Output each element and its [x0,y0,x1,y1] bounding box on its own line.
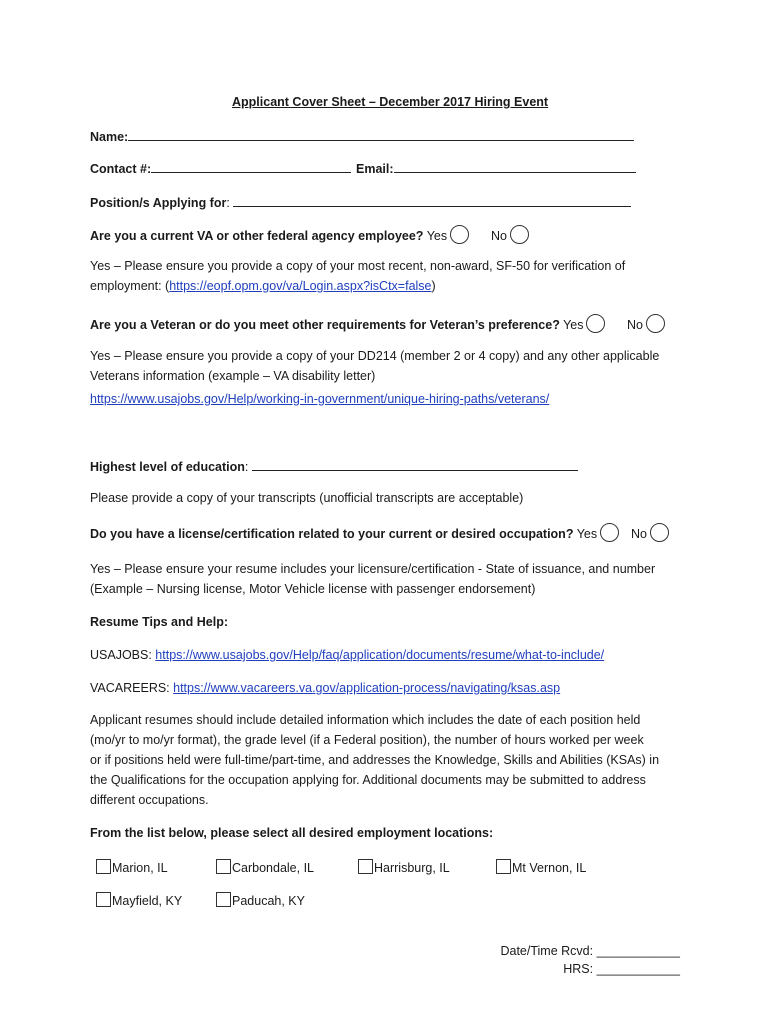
resume-para-line1: Applicant resumes should include detailed information which includes the date of each position held [90,713,641,727]
q1-note-suffix: ) [431,279,436,293]
q1-no-label: No [491,229,507,243]
q1-note-line2 [90,279,436,293]
mayfield-label: Mayfield, KY [112,894,183,908]
location-mt-vernon [496,859,586,875]
location-paducah [216,892,305,908]
date-received-blank[interactable]: ____________ [596,944,680,958]
q3-yes-radio[interactable] [600,523,619,542]
resume-para-line4: the Qualifications for the occupation applying for. Additional documents may be submitted to address [90,773,646,787]
mayfield-checkbox[interactable] [96,892,111,907]
q1-note-line1: Yes – Please ensure you provide a copy of your most recent, non-award, SF-50 for verification of [90,259,626,273]
resume-heading: Resume Tips and Help: [90,615,228,629]
q2-no-option [627,314,665,333]
eopf-link[interactable]: https://eopf.opm.gov/va/Login.aspx?isCtx=false [169,279,432,293]
position-label: Position/s Applying for [90,196,227,210]
harrisburg-checkbox[interactable] [358,859,373,874]
q2-note-line2: Veterans information (example – VA disability letter) [90,369,376,383]
q3-row [90,523,619,542]
position-field[interactable] [233,194,631,207]
mt-vernon-checkbox[interactable] [496,859,511,874]
q3-no-label: No [631,527,647,541]
location-carbondale [216,859,314,875]
locations-heading: From the list below, please select all desired employment locations: [90,826,494,840]
position-row [90,194,631,210]
usajobs-row [90,648,604,662]
contact-row [90,160,351,176]
hrs-label: HRS: [563,962,597,976]
paducah-label: Paducah, KY [232,894,305,908]
email-field[interactable] [394,160,636,173]
position-colon: : [226,196,230,210]
q1-yes-radio[interactable] [450,225,469,244]
harrisburg-label: Harrisburg, IL [374,861,450,875]
paducah-checkbox[interactable] [216,892,231,907]
name-row [90,128,634,144]
date-received-row [500,944,680,958]
vacareers-row [90,681,560,695]
q3-no-radio[interactable] [650,523,669,542]
vacareers-link[interactable]: https://www.vacareers.va.gov/application-process/navigating/ksas.asp [173,681,561,695]
q1-question: Are you a current VA or other federal agency employee? [90,229,424,243]
q2-yes-label: Yes [563,318,584,332]
hrs-row [563,962,680,976]
carbondale-label: Carbondale, IL [232,861,315,875]
q1-note-prefix: employment: ( [90,279,170,293]
q3-yes-label: Yes [576,527,598,541]
q2-question: Are you a Veteran or do you meet other requirements for Veteran’s preference? [90,318,560,332]
q2-yes-radio[interactable] [586,314,605,333]
q2-no-radio[interactable] [646,314,665,333]
q2-row [90,314,605,333]
resume-para-line3: or if positions held were full-time/part-time, and addresses the Knowledge, Skills and Abilities (KSAs) in [90,753,660,767]
contact-field[interactable] [151,160,351,173]
veterans-link[interactable]: https://www.usajobs.gov/Help/working-in-government/unique-hiring-paths/veterans/ [90,392,550,406]
contact-label: Contact #: [90,162,152,176]
email-row [356,160,636,176]
q3-no-option [631,523,669,542]
q2-no-label: No [627,318,643,332]
education-field[interactable] [252,458,578,471]
education-colon: : [244,460,249,474]
name-field[interactable] [128,128,634,141]
q1-yes-label: Yes [426,229,448,243]
marion-checkbox[interactable] [96,859,111,874]
marion-label: Marion, IL [112,861,168,875]
location-mayfield [96,892,182,908]
education-note: Please provide a copy of your transcripts (unofficial transcripts are acceptable) [90,491,524,505]
email-label: Email: [356,162,394,176]
q1-no-radio[interactable] [510,225,529,244]
vacareers-label: VACAREERS: [90,681,174,695]
q2-note-line1: Yes – Please ensure you provide a copy of your DD214 (member 2 or 4 copy) and any other applicable [90,349,660,363]
hrs-blank[interactable]: ____________ [596,962,680,976]
education-row [90,458,578,474]
resume-para-line2: (mo/yr to mo/yr format), the grade level (if a Federal position), the number of hours worked per week [90,733,644,747]
location-harrisburg [358,859,450,875]
usajobs-label: USAJOBS: [90,648,156,662]
q1-no-option [491,225,529,244]
page-title: Applicant Cover Sheet – December 2017 Hiring Event [232,95,549,109]
carbondale-checkbox[interactable] [216,859,231,874]
date-received-label: Date/Time Rcvd: [500,944,597,958]
q3-question: Do you have a license/certification related to your current or desired occupation? [90,527,574,541]
usajobs-link[interactable]: https://www.usajobs.gov/Help/faq/application/documents/resume/what-to-include/ [155,648,605,662]
q1-row [90,225,469,244]
name-label: Name: [90,130,129,144]
resume-para-line5: different occupations. [90,793,209,807]
q3-note-line1: Yes – Please ensure your resume includes your licensure/certification - State of issuance, and number [90,562,656,576]
q3-note-line2: (Example – Nursing license, Motor Vehicle license with passenger endorsement) [90,582,536,596]
mt-vernon-label: Mt Vernon, IL [512,861,587,875]
education-label: Highest level of education [90,460,245,474]
location-marion [96,859,168,875]
